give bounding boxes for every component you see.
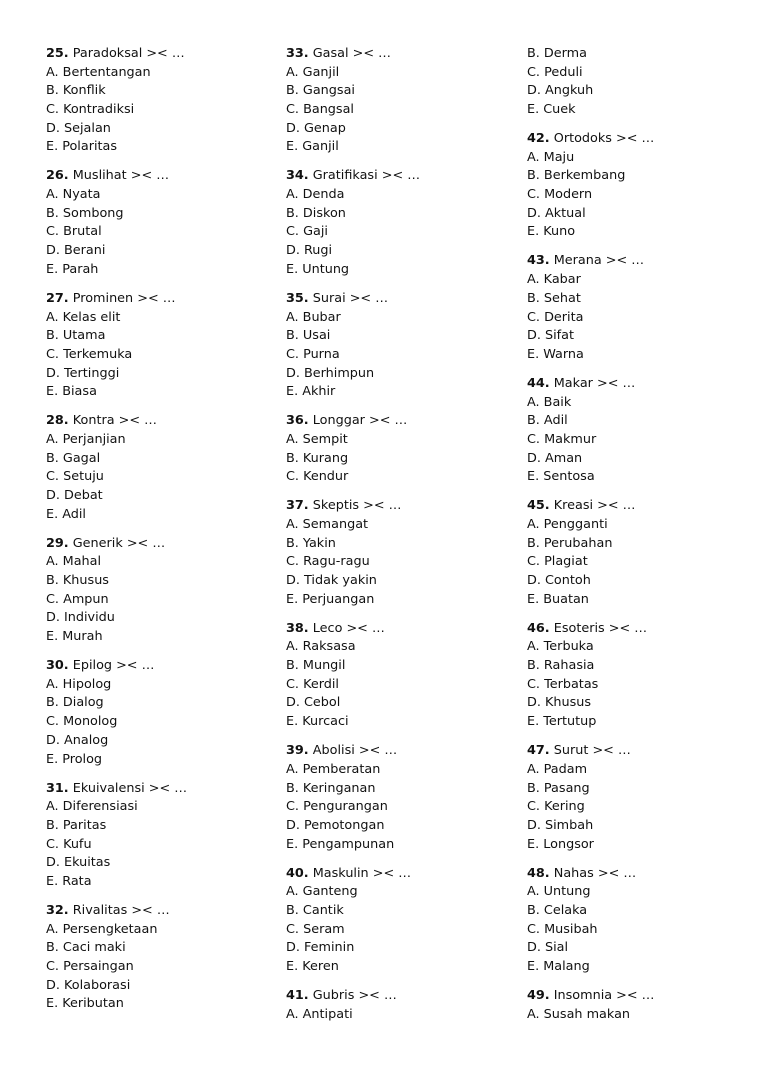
answer-option: B. Dialog	[46, 695, 104, 711]
question-text: Esoteris >< …	[553, 620, 648, 636]
answer-option: A. Antipati	[286, 1006, 353, 1022]
question-text: Paradoksal >< …	[72, 46, 185, 61]
question-stem	[286, 167, 506, 186]
answer-option: C. Kering	[527, 799, 585, 815]
answer-option: D. Berhimpun	[286, 365, 375, 381]
question-block	[286, 497, 506, 609]
answer-option: D. Debat	[46, 488, 103, 504]
answer-option: B. Perubahan	[527, 535, 613, 551]
question-block	[46, 167, 266, 279]
question-stem	[46, 657, 266, 676]
question-number: 25.	[46, 46, 69, 61]
answer-option: C. Ragu-ragu	[286, 554, 370, 570]
question-stem	[527, 497, 747, 516]
question-number: 29.	[46, 535, 69, 551]
question-block	[46, 45, 266, 157]
answer-option: A. Hipolog	[46, 676, 112, 692]
answer-option: A. Sempit	[286, 431, 348, 447]
answer-option: D. Genap	[286, 120, 346, 136]
answer-option: C. Makmur	[527, 431, 597, 447]
question-text: Gratifikasi >< …	[312, 168, 421, 184]
answer-option: C. Persaingan	[46, 959, 134, 975]
answer-option: C. Kendur	[286, 469, 349, 485]
answer-option: E. Untung	[286, 261, 350, 277]
question-text: Ekuivalensi >< …	[72, 780, 188, 796]
question-number: 48.	[527, 865, 550, 881]
answer-option: D. Aman	[527, 450, 583, 466]
answer-option: A. Kabar	[527, 272, 581, 288]
answer-option: E. Warna	[527, 346, 584, 362]
question-text: Leco >< …	[312, 620, 385, 636]
question-block	[527, 742, 747, 854]
question-block	[527, 252, 747, 364]
question-block	[46, 780, 266, 892]
answer-option: B. Adil	[527, 413, 568, 429]
question-number: 45.	[527, 498, 550, 514]
question-text: Maskulin >< …	[312, 865, 412, 881]
answer-option: E. Ganjil	[286, 139, 339, 155]
answer-option: E. Kuno	[527, 224, 576, 240]
question-number: 42.	[527, 131, 550, 147]
answer-option: C. Plagiat	[527, 554, 588, 570]
answer-option: A. Ganjil	[286, 64, 340, 80]
answer-option: D. Rugi	[286, 243, 333, 259]
answer-option: B. Yakin	[286, 535, 336, 551]
question-block	[46, 902, 266, 1014]
question-number: 43.	[527, 253, 550, 269]
answer-option: E. Parah	[46, 261, 99, 277]
question-number: 44.	[527, 375, 550, 391]
answer-option: D. Individu	[46, 610, 115, 626]
question-number: 33.	[286, 46, 309, 61]
answer-option: A. Maju	[527, 149, 575, 165]
answer-option: D. Contoh	[527, 573, 591, 589]
question-block	[527, 375, 747, 487]
question-text: Longgar >< …	[312, 413, 408, 429]
answer-option: D. Simbah	[527, 817, 594, 833]
answer-option: D. Khusus	[527, 695, 592, 711]
question-block	[46, 535, 266, 647]
answer-option: C. Musibah	[527, 921, 598, 937]
question-block	[286, 412, 506, 487]
question-block	[286, 620, 506, 732]
question-number: 37.	[286, 498, 309, 514]
answer-option: E. Longsor	[527, 836, 594, 852]
answer-option: B. Gangsai	[286, 83, 355, 99]
answer-option: B. Cantik	[286, 902, 344, 918]
answer-option: D. Tidak yakin	[286, 573, 377, 589]
answer-option: D. Ekuitas	[46, 855, 111, 871]
answer-option: A. Untung	[527, 884, 591, 900]
answer-option: E. Prolog	[46, 751, 103, 767]
question-stem	[46, 290, 266, 309]
question-text: Prominen >< …	[72, 290, 176, 306]
question-column-3	[527, 45, 747, 1035]
question-stem	[46, 535, 266, 554]
question-stem	[286, 497, 506, 516]
answer-option: D. Angkuh	[527, 83, 594, 99]
answer-option: A. Terbuka	[527, 639, 594, 655]
question-block	[46, 657, 266, 769]
question-text: Rivalitas >< …	[72, 902, 170, 918]
question-text: Skeptis >< …	[312, 498, 402, 514]
question-text: Surut >< …	[553, 743, 631, 759]
question-stem	[527, 130, 747, 149]
answer-option: B. Konflik	[46, 83, 106, 99]
question-block	[527, 497, 747, 609]
answer-option: D. Tertinggi	[46, 365, 120, 381]
question-block	[286, 742, 506, 854]
answer-option: B. Sehat	[527, 290, 581, 306]
question-number: 34.	[286, 168, 309, 184]
answer-option: E. Adil	[46, 506, 86, 522]
question-stem	[46, 167, 266, 186]
answer-option: B. Khusus	[46, 573, 109, 589]
answer-option: D. Cebol	[286, 695, 341, 711]
answer-option: C. Kontradiksi	[46, 102, 135, 118]
question-number: 41.	[286, 988, 309, 1003]
answer-option: B. Mungil	[286, 658, 346, 674]
answer-option: A. Semangat	[286, 517, 369, 532]
question-number: 28.	[46, 413, 69, 429]
question-stem	[286, 987, 506, 1006]
answer-option: B. Kurang	[286, 450, 349, 466]
question-stem	[527, 987, 747, 1006]
answer-option: A. Diferensiasi	[46, 799, 138, 815]
answer-option: A. Mahal	[46, 554, 102, 570]
answer-option: D. Sial	[527, 940, 569, 956]
question-number: 49.	[527, 988, 550, 1003]
question-text: Merana >< …	[553, 253, 645, 269]
question-number: 36.	[286, 413, 309, 429]
question-stem	[527, 742, 747, 761]
answer-option: E. Biasa	[46, 384, 97, 400]
answer-option: C. Purna	[286, 346, 340, 362]
answer-option: E. Keren	[286, 959, 339, 975]
answer-option: B. Diskon	[286, 205, 346, 221]
question-number: 47.	[527, 743, 550, 759]
question-block	[286, 865, 506, 977]
answer-option: A. Perjanjian	[46, 431, 126, 447]
answer-option: E. Akhir	[286, 384, 336, 400]
question-text: Generik >< …	[72, 535, 166, 551]
answer-option: D. Aktual	[527, 205, 586, 221]
answer-option: B. Derma	[527, 46, 587, 61]
question-stem	[46, 780, 266, 799]
answer-option: E. Rata	[46, 873, 92, 889]
answer-option: E. Perjuangan	[286, 591, 375, 607]
answer-option: E. Malang	[527, 959, 590, 975]
answer-option: C. Kerdil	[286, 676, 339, 692]
question-text: Ortodoks >< …	[553, 131, 655, 147]
question-number: 30.	[46, 658, 69, 674]
answer-option: E. Keributan	[46, 996, 124, 1012]
answer-option: C. Bangsal	[286, 102, 354, 118]
question-number: 26.	[46, 168, 69, 184]
answer-option: C. Pengurangan	[286, 799, 388, 815]
question-stem	[527, 865, 747, 884]
question-text: Nahas >< …	[553, 865, 637, 881]
question-stem	[46, 412, 266, 431]
answer-option: A. Baik	[527, 394, 572, 410]
answer-option: C. Seram	[286, 921, 345, 937]
question-number: 32.	[46, 902, 69, 918]
question-block	[527, 865, 747, 977]
answer-option: B. Gagal	[46, 450, 101, 466]
answer-option: A. Denda	[286, 187, 345, 203]
question-stem	[527, 620, 747, 639]
question-text: Kreasi >< …	[553, 498, 636, 514]
answer-option: C. Gaji	[286, 224, 328, 240]
question-number: 46.	[527, 620, 550, 636]
question-number: 40.	[286, 865, 309, 881]
answer-option: E. Kurcaci	[286, 714, 349, 730]
answer-option: B. Keringanan	[286, 780, 376, 796]
question-block	[46, 412, 266, 524]
question-number: 39.	[286, 743, 309, 759]
answer-option: D. Analog	[46, 732, 109, 748]
question-number: 35.	[286, 290, 309, 306]
question-text: Surai >< …	[312, 290, 389, 306]
question-text: Epilog >< …	[72, 658, 155, 674]
question-text: Kontra >< …	[72, 413, 157, 429]
question-text: Abolisi >< …	[312, 743, 398, 759]
answer-option: C. Modern	[527, 187, 593, 203]
answer-option: E. Buatan	[527, 591, 589, 607]
answer-option: C. Setuju	[46, 469, 104, 485]
question-block	[527, 987, 747, 1024]
question-stem	[286, 742, 506, 761]
question-text: Gasal >< …	[312, 46, 391, 61]
answer-option: C. Ampun	[46, 591, 109, 607]
question-block	[286, 290, 506, 402]
question-column-1	[46, 45, 266, 1024]
answer-option: C. Terkemuka	[46, 346, 133, 362]
question-stem	[286, 412, 506, 431]
question-stem	[286, 290, 506, 309]
answer-option: B. Usai	[286, 328, 331, 344]
answer-option: C. Terbatas	[527, 676, 599, 692]
question-block	[527, 45, 747, 120]
answer-option: D. Feminin	[286, 940, 355, 956]
answer-option: B. Rahasia	[527, 658, 595, 674]
answer-option: B. Berkembang	[527, 168, 626, 184]
answer-option: A. Bertentangan	[46, 64, 151, 80]
question-stem	[286, 865, 506, 884]
answer-option: B. Celaka	[527, 902, 588, 918]
question-block	[286, 45, 506, 157]
answer-option: C. Brutal	[46, 224, 102, 240]
question-stem	[527, 375, 747, 394]
answer-option: C. Monolog	[46, 714, 118, 730]
question-number: 27.	[46, 290, 69, 306]
question-stem	[46, 902, 266, 921]
answer-option: E. Tertutup	[527, 714, 597, 730]
answer-option: B. Caci maki	[46, 940, 126, 956]
answer-option: A. Pemberatan	[286, 761, 381, 777]
question-stem	[527, 252, 747, 271]
question-block	[46, 290, 266, 402]
question-text: Gubris >< …	[312, 988, 397, 1003]
answer-option: A. Ganteng	[286, 884, 358, 900]
answer-option: E. Murah	[46, 629, 103, 645]
answer-option: C. Kufu	[46, 836, 92, 852]
answer-option: D. Pemotongan	[286, 817, 385, 833]
answer-option: D. Sejalan	[46, 120, 111, 136]
answer-option: A. Nyata	[46, 187, 101, 203]
answer-option: A. Persengketaan	[46, 921, 158, 937]
answer-option: A. Bubar	[286, 309, 341, 325]
answer-option: A. Raksasa	[286, 639, 356, 655]
answer-option: E. Polaritas	[46, 139, 118, 155]
answer-option: D. Kolaborasi	[46, 977, 131, 993]
question-number: 31.	[46, 780, 69, 796]
answer-option: B. Pasang	[527, 780, 590, 796]
answer-option: B. Utama	[46, 328, 106, 344]
question-block	[286, 987, 506, 1024]
question-text: Insomnia >< …	[553, 988, 655, 1003]
answer-option: E. Pengampunan	[286, 836, 395, 852]
answer-option: E. Sentosa	[527, 469, 595, 485]
question-stem	[286, 620, 506, 639]
question-block	[527, 620, 747, 732]
answer-option: A. Pengganti	[527, 517, 608, 532]
answer-option: A. Padam	[527, 761, 588, 777]
answer-option: C. Derita	[527, 309, 584, 325]
question-text: Makar >< …	[553, 375, 636, 391]
question-column-2	[286, 45, 506, 1035]
answer-option: C. Peduli	[527, 64, 583, 80]
question-text: Muslihat >< …	[72, 168, 170, 184]
answer-option: A. Susah makan	[527, 1006, 631, 1022]
question-block	[527, 130, 747, 242]
answer-option: B. Sombong	[46, 205, 124, 221]
answer-option: D. Berani	[46, 243, 106, 259]
question-stem	[286, 45, 506, 64]
answer-option: A. Kelas elit	[46, 309, 121, 325]
question-block	[286, 167, 506, 279]
answer-option: D. Sifat	[527, 328, 575, 344]
question-stem	[46, 45, 266, 64]
answer-option: E. Cuek	[527, 102, 576, 118]
answer-option: B. Paritas	[46, 817, 107, 833]
question-number: 38.	[286, 620, 309, 636]
